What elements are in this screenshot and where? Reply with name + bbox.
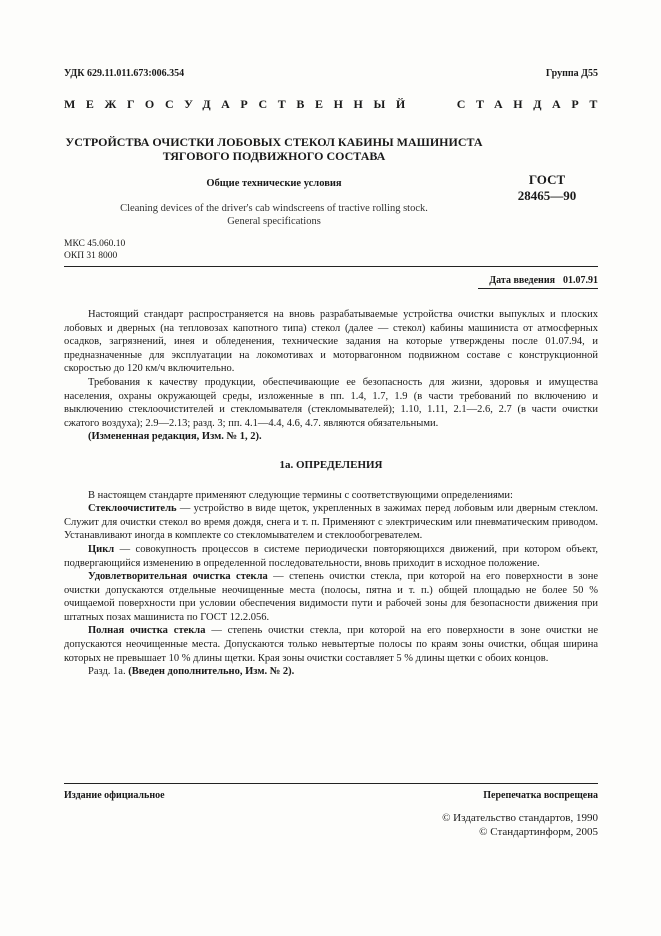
definition-satisfactory-cleaning	[64, 570, 598, 624]
definition-cycle-text: — совокупность процессов в системе периодически повторяющихся движений, при котором объект, подвергающийся изменению в определенной последовательности, вновь приходит в исходное положение.	[64, 543, 598, 569]
definition-wiper-text: — устройство в виде щеток, укрепленных в зажимах перед лобовым или дверным стеклом. Служит для очистки стекол во время дождя, снега и т. п. Применяют с электрическим или пневматическим приводом. Устанавливают иногда в комплекте со стекломывателем и стеклообогревателем.	[64, 503, 598, 542]
section-note-amendment: (Введен дополнительно, Изм. № 2).	[128, 666, 295, 678]
document-body	[64, 308, 598, 679]
mks-code: МКС 45.060.10	[64, 239, 126, 249]
official-edition: Издание официальное	[64, 790, 165, 801]
interstate-standard-heading	[64, 97, 608, 112]
definition-satisfactory-cleaning-text: — степень очистки стекла, при которой на его поверхности в зоне очистки допускаются отдельные неочищенные места (полосы, пятна и т. п.) общей площадью не более 50 % очищаемой поверхности при условии обеспечения видимости пути и рабочей зоны для безопасности движения при штатных позах машиниста по ГОСТ 12.2.056.	[64, 571, 598, 623]
group-code: Группа Д55	[545, 68, 598, 79]
gost-label: ГОСТ	[528, 172, 566, 187]
gost-number: 28465—90	[517, 188, 577, 203]
interstate-word: МЕЖГОСУДАРСТВЕННЫЙ	[64, 97, 416, 111]
standard-word: СТАНДАРТ	[456, 97, 608, 111]
document-title	[64, 135, 484, 163]
english-title	[64, 202, 484, 228]
document-subtitle: Общие технические условия	[206, 178, 342, 189]
english-title-line-1: Cleaning devices of the driver's cab windscreens of tractive rolling stock.	[120, 203, 428, 214]
top-divider	[64, 266, 598, 267]
title-line-1: УСТРОЙСТВА ОЧИСТКИ ЛОБОВЫХ СТЕКОЛ КАБИНЫ МАШИНИСТА	[65, 135, 483, 149]
classification-codes	[64, 238, 125, 262]
copyright-2: © Стандартинформ, 2005	[479, 826, 598, 838]
english-title-line-2: General specifications	[227, 216, 321, 227]
footer-divider	[64, 783, 598, 784]
term-wiper: Стеклоочиститель	[88, 503, 177, 515]
paragraph-section-note	[64, 665, 598, 679]
gost-designation	[497, 172, 597, 204]
paragraph-scope: Настоящий стандарт распространяется на вновь разрабатываемые устройства очистки выпуклых и плоских лобовых и дверных (на тепловозах капотного типа) стекол (далее — стекол) кабины машиниста от атмосферных осадков, загрязнений, инея и обледенения, технические задания на которые утверждены после 01.07.94, и предназначенные для эксплуатации на локомотивах и моторвагонном подвижном составе с конструкционной скоростью до 120 км/ч включительно.	[64, 309, 598, 375]
section-note-ref: Разд. 1а.	[88, 666, 129, 678]
paragraph-terms-intro: В настоящем стандарте применяют следующие термины с соответствующими определениями:	[88, 489, 513, 501]
term-cycle: Цикл	[88, 543, 115, 555]
reprint-prohibited: Перепечатка воспрещена	[483, 790, 598, 801]
term-satisfactory-cleaning: Удовлетворительная очистка стекла	[88, 571, 268, 583]
date-label: Дата введения	[489, 275, 555, 286]
definition-full-cleaning-text: — степень очистки стекла, при которой на его поверхности в зоне очистки не допускаются неочищенные места. Допускаются только невытертые полосы по краям зоны очистки, общая ширина которых не превышает 10 % длины щетки. Края зоны очистки составляет 5 % длины щетки с обоих концов.	[64, 625, 598, 664]
definition-cycle	[64, 543, 598, 570]
okp-code: ОКП 31 8000	[64, 251, 118, 261]
paragraph-requirements: Требования к качеству продукции, обеспечивающие ее безопасность для жизни, здоровья и имущества населения, охраны окружающей среды, изложенные в пп. 1.4, 1.7, 1.9 (в части требований по включению и выключению стеклоочистителей и стекломывателя (стекломывателей); 1.10, 1.11, 2.1—2.6, 2.7 (в части очистки сжатого воздуха); 2.9—2.13; разд. 3; пп. 4.1—4.4, 4.6, 4.7. являются обязательными.	[64, 376, 598, 429]
paragraph-amendment: (Измененная редакция, Изм. № 1, 2).	[88, 431, 262, 443]
term-full-cleaning: Полная очистка стекла	[88, 625, 206, 637]
title-line-2: ТЯГОВОГО ПОДВИЖНОГО СОСТАВА	[162, 149, 386, 163]
introduction-date	[489, 275, 598, 286]
copyright-block	[442, 811, 598, 839]
copyright-1: © Издательство стандартов, 1990	[442, 812, 598, 824]
definition-full-cleaning	[64, 624, 598, 665]
date-value: 01.07.91	[563, 275, 598, 286]
section-title: 1а. ОПРЕДЕЛЕНИЯ	[279, 458, 383, 471]
udk-code: УДК 629.11.011.673:006.354	[64, 68, 185, 79]
definition-wiper	[64, 502, 598, 543]
date-underline	[478, 288, 598, 289]
